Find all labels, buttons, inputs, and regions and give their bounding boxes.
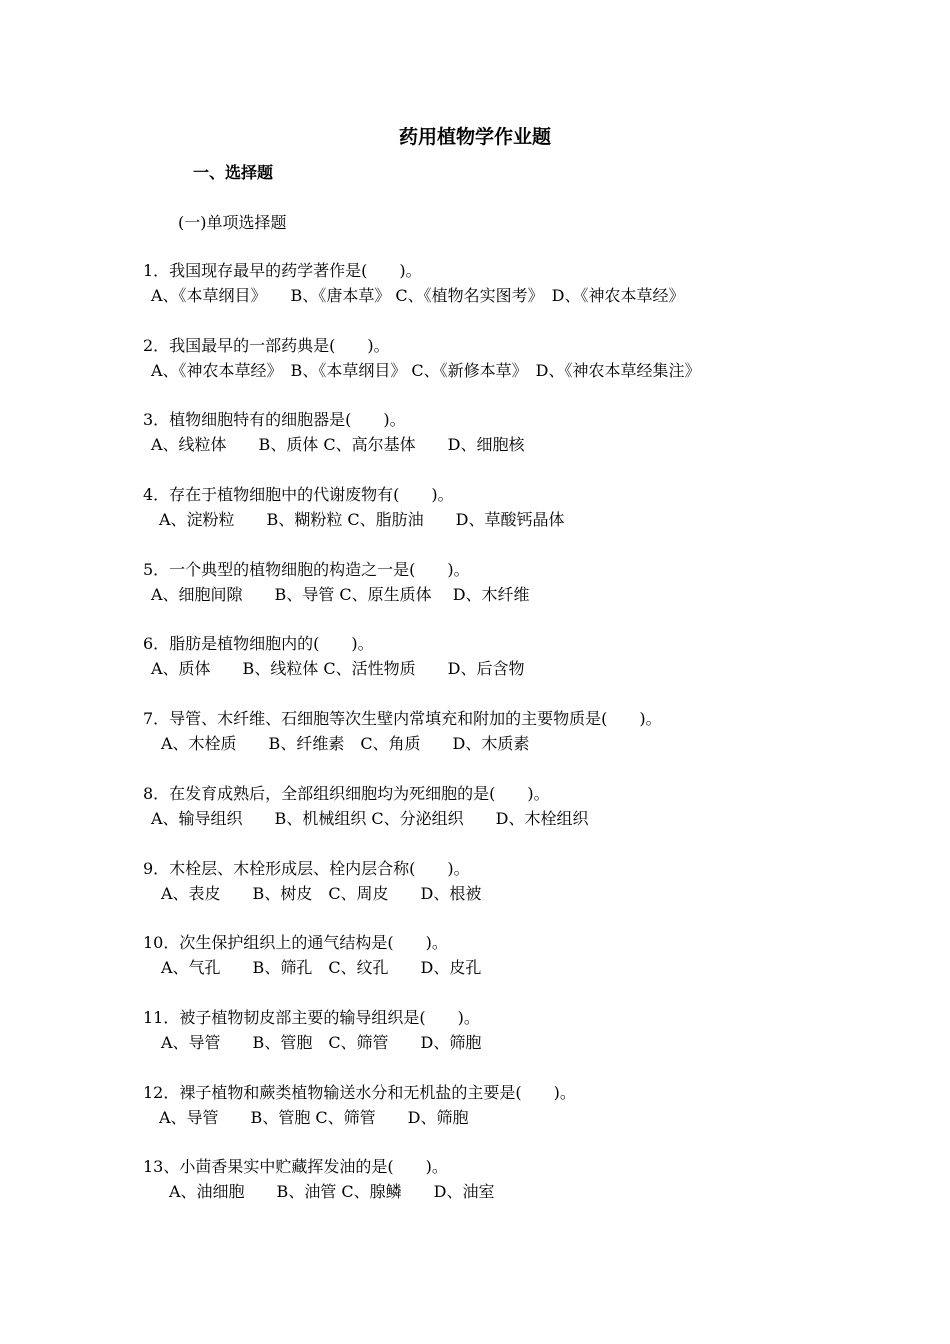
question-stem: 12．裸子植物和蕨类植物输送水分和无机盐的主要是( )。 <box>143 1082 576 1102</box>
question-options: A、淀粉粒 B、糊粉粒 C、脂肪油 D、草酸钙晶体 <box>159 510 565 530</box>
question-item <box>143 558 903 633</box>
question-stem: 2．我国最早的一部药典是( )。 <box>143 335 390 355</box>
question-item <box>143 259 903 334</box>
question-item <box>143 408 903 483</box>
question-options: A、导管 B、管胞 C、筛管 D、筛胞 <box>159 1107 469 1127</box>
question-options: A、《本草纲目》 B、《唐本草》 C、《植物名实图考》 D、《神农本草经》 <box>151 286 685 305</box>
question-item <box>143 707 903 782</box>
question-options: A、质体 B、线粒体 C、活性物质 D、后含物 <box>151 659 525 679</box>
question-item <box>143 334 903 409</box>
question-stem: 10．次生保护组织上的通气结构是( )。 <box>143 933 448 953</box>
question-item <box>143 1155 903 1230</box>
question-stem: 8．在发育成熟后，全部组织细胞均为死细胞的是( )。 <box>143 783 550 803</box>
question-stem: 6．脂肪是植物细胞内的( )。 <box>143 634 374 654</box>
question-stem: 3．植物细胞特有的细胞器是( )。 <box>143 410 406 430</box>
subsection-heading: (一)单项选择题 <box>178 213 287 232</box>
question-item <box>143 1081 903 1156</box>
question-stem: 7．导管、木纤维、石细胞等次生壁内常填充和附加的主要物质是( )。 <box>143 709 662 729</box>
question-options: A、导管 B、管胞 C、筛管 D、筛胞 <box>161 1032 482 1052</box>
question-stem: 1．我国现存最早的药学著作是( )。 <box>143 261 422 280</box>
question-stem: 9．木栓层、木栓形成层、栓内层合称( )。 <box>143 858 470 878</box>
question-list <box>143 259 903 1230</box>
question-options: A、输导组织 B、机械组织 C、分泌组织 D、木栓组织 <box>151 808 589 828</box>
question-options: A、表皮 B、树皮 C、周皮 D、根被 <box>161 883 482 903</box>
page-title: 药用植物学作业题 <box>398 126 551 148</box>
question-options: A、油细胞 B、油管 C、腺鳞 D、油室 <box>169 1182 495 1202</box>
question-options: A、细胞间隙 B、导管 C、原生质体 D、木纤维 <box>151 584 530 604</box>
question-options: A、线粒体 B、质体 C、高尔基体 D、细胞核 <box>151 435 525 455</box>
question-item <box>143 483 903 558</box>
question-item <box>143 632 903 707</box>
question-item <box>143 782 903 857</box>
question-stem: 5．一个典型的植物细胞的构造之一是( )。 <box>143 559 470 579</box>
question-item <box>143 1006 903 1081</box>
question-options: A、《神农本草经》 B、《本草纲目》 C、《新修本草》 D、《神农本草经集注》 <box>151 360 701 380</box>
question-item <box>143 931 903 1006</box>
question-stem: 4．存在于植物细胞中的代谢废物有( )。 <box>143 485 454 505</box>
question-options: A、气孔 B、筛孔 C、纹孔 D、皮孔 <box>161 958 482 978</box>
question-stem: 13、小茴香果实中贮藏挥发油的是( )。 <box>143 1157 448 1177</box>
question-options: A、木栓质 B、纤维素 C、角质 D、木质素 <box>161 734 530 754</box>
question-item <box>143 857 903 932</box>
question-stem: 11．被子植物韧皮部主要的输导组织是( )。 <box>143 1007 480 1027</box>
section-heading: 一、选择题 <box>193 163 274 182</box>
